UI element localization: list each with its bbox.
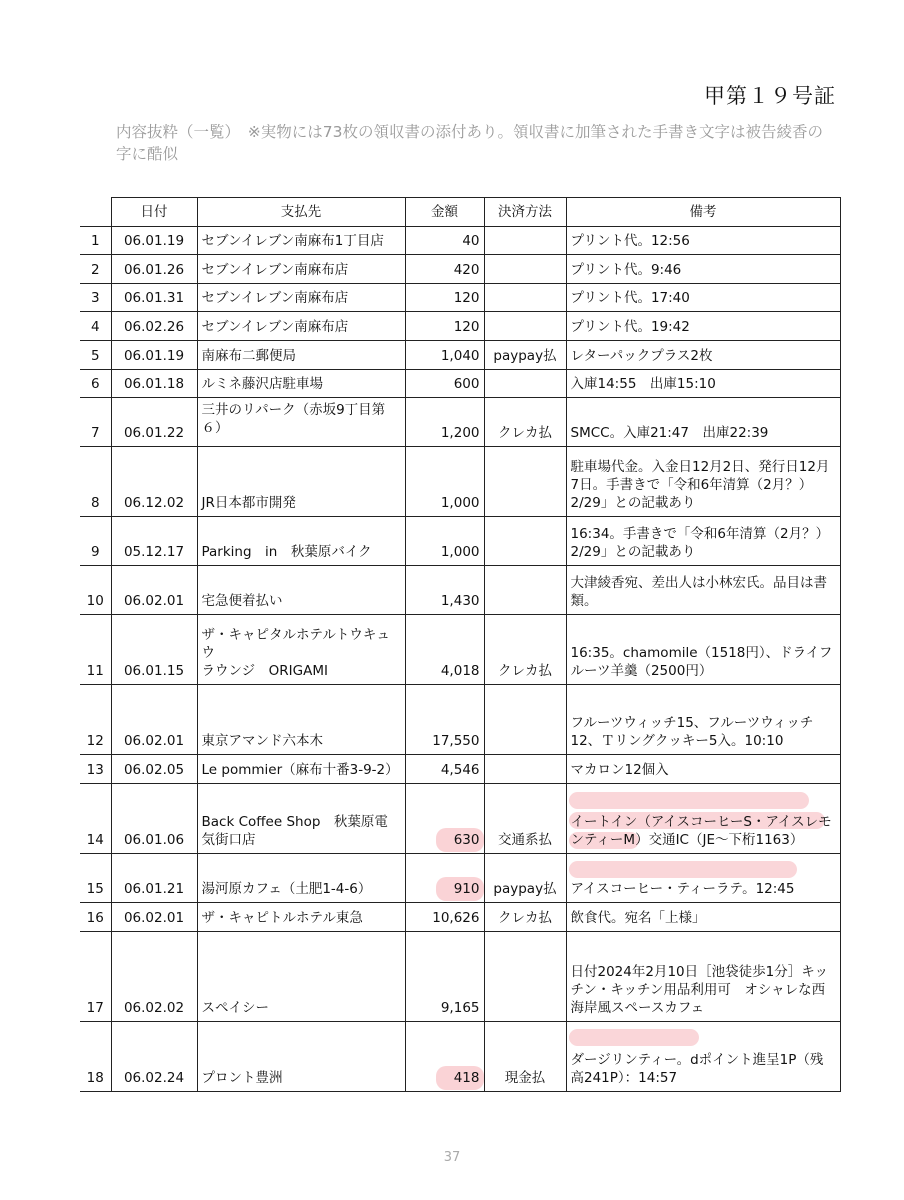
row-method xyxy=(484,755,566,784)
row-method xyxy=(484,370,566,398)
row-remarks: マカロン12個入 xyxy=(566,755,840,784)
row-date: 06.01.18 xyxy=(111,370,197,398)
row-method: paypay払 xyxy=(484,341,566,370)
row-date: 06.01.21 xyxy=(111,854,197,903)
row-method xyxy=(484,312,566,341)
row-remarks xyxy=(566,854,840,903)
row-date: 06.01.19 xyxy=(111,341,197,370)
amount-value: 418 xyxy=(453,1070,480,1086)
header-amount: 金額 xyxy=(405,198,484,227)
row-date: 06.02.02 xyxy=(111,932,197,1022)
row-amount xyxy=(405,854,484,903)
row-number: 1 xyxy=(80,227,111,255)
row-amount: 1,000 xyxy=(405,447,484,517)
row-remarks: プリント代。17:40 xyxy=(566,284,840,312)
row-remarks: 飲食代。宛名「上様」 xyxy=(566,903,840,932)
table-row xyxy=(80,312,840,341)
exhibit-label: 甲第１９号証 xyxy=(704,84,836,108)
row-amount xyxy=(405,784,484,854)
row-number: 15 xyxy=(80,854,111,903)
row-method xyxy=(484,447,566,517)
row-payee: セブンイレブン南麻布1丁目店 xyxy=(197,227,405,255)
row-number: 4 xyxy=(80,312,111,341)
row-number: 7 xyxy=(80,398,111,447)
row-payee: セブンイレブン南麻布店 xyxy=(197,312,405,341)
row-remarks: プリント代。9:46 xyxy=(566,255,840,284)
remark-highlight xyxy=(569,1029,699,1046)
table-row xyxy=(80,685,840,755)
row-date: 06.02.01 xyxy=(111,566,197,615)
row-method xyxy=(484,227,566,255)
row-payee: 湯河原カフェ（土肥1-4-6） xyxy=(197,854,405,903)
header-date: 日付 xyxy=(111,198,197,227)
row-remarks: レターパックプラス2枚 xyxy=(566,341,840,370)
table-row xyxy=(80,615,840,685)
table-header-row xyxy=(80,198,840,227)
row-remarks: 大津綾香宛、差出人は小林宏氏。品目は書類。 xyxy=(566,566,840,615)
row-remarks: 16:34。手書きで「令和6年清算（2月？）2/29」との記載あり xyxy=(566,517,840,566)
row-date: 06.12.02 xyxy=(111,447,197,517)
row-method xyxy=(484,284,566,312)
row-date: 06.02.26 xyxy=(111,312,197,341)
row-amount: 1,430 xyxy=(405,566,484,615)
row-number: 18 xyxy=(80,1022,111,1092)
row-date: 06.01.22 xyxy=(111,398,197,447)
table-row xyxy=(80,903,840,932)
table-row xyxy=(80,284,840,312)
row-payee: セブンイレブン南麻布店 xyxy=(197,255,405,284)
amount-value: 630 xyxy=(453,832,480,848)
row-amount: 4,546 xyxy=(405,755,484,784)
table-row xyxy=(80,447,840,517)
table-row xyxy=(80,227,840,255)
table-row xyxy=(80,932,840,1022)
payee-line: ラウンジ ORIGAMI xyxy=(201,663,328,679)
remark-highlight xyxy=(569,792,809,809)
row-number: 14 xyxy=(80,784,111,854)
remark-text: イートイン（アイスコーヒーS・アイスレモンティーM）交通IC（JE〜下桁1163） xyxy=(570,814,832,848)
row-number: 5 xyxy=(80,341,111,370)
row-amount: 10,626 xyxy=(405,903,484,932)
row-payee: 三井のリパーク（赤坂9丁目第６） xyxy=(197,398,405,447)
row-method: paypay払 xyxy=(484,854,566,903)
row-number: 8 xyxy=(80,447,111,517)
table-row xyxy=(80,255,840,284)
row-date: 05.12.17 xyxy=(111,517,197,566)
row-remarks: プリント代。12:56 xyxy=(566,227,840,255)
row-number: 9 xyxy=(80,517,111,566)
row-remarks: プリント代。19:42 xyxy=(566,312,840,341)
row-remarks: フルーツウィッチ15、フルーツウィッチ12、Ｔリングクッキー5入。10:10 xyxy=(566,685,840,755)
table-row xyxy=(80,517,840,566)
row-amount: 120 xyxy=(405,284,484,312)
row-payee: ルミネ藤沢店駐車場 xyxy=(197,370,405,398)
row-payee: 南麻布二郵便局 xyxy=(197,341,405,370)
row-amount: 1,040 xyxy=(405,341,484,370)
row-payee: JR日本都市開発 xyxy=(197,447,405,517)
row-number: 6 xyxy=(80,370,111,398)
receipt-table xyxy=(80,197,841,1092)
remark-highlight xyxy=(569,861,797,878)
row-amount: 17,550 xyxy=(405,685,484,755)
amount-value: 910 xyxy=(453,881,480,897)
row-method xyxy=(484,932,566,1022)
table-row xyxy=(80,784,840,854)
row-remarks: 入庫14:55 出庫15:10 xyxy=(566,370,840,398)
remark-text: ダージリンティー。dポイント進呈1P（残高241P）：14:57 xyxy=(570,1052,824,1086)
row-method: クレカ払 xyxy=(484,615,566,685)
row-payee: セブンイレブン南麻布店 xyxy=(197,284,405,312)
table-row xyxy=(80,341,840,370)
row-amount: 1,000 xyxy=(405,517,484,566)
row-method xyxy=(484,255,566,284)
summary-note: 内容抜粋（一覧） ※実物には73枚の領収書の添付あり。領収書に加筆された手書き文字は被告綾香の字に酷似 xyxy=(116,123,823,163)
row-amount: 600 xyxy=(405,370,484,398)
table-row xyxy=(80,370,840,398)
row-date: 06.01.31 xyxy=(111,284,197,312)
row-date: 06.01.15 xyxy=(111,615,197,685)
row-method xyxy=(484,566,566,615)
row-date: 06.02.05 xyxy=(111,755,197,784)
row-payee: ザ・キャピトルホテル東急 xyxy=(197,903,405,932)
row-remarks: 16:35。chamomile（1518円）、ドライフルーツ羊羹（2500円） xyxy=(566,615,840,685)
row-method xyxy=(484,517,566,566)
row-number: 3 xyxy=(80,284,111,312)
row-date: 06.01.06 xyxy=(111,784,197,854)
row-remarks: SMCC。入庫21:47 出庫22:39 xyxy=(566,398,840,447)
row-payee: プロント豊洲 xyxy=(197,1022,405,1092)
table-row xyxy=(80,1022,840,1092)
row-method: 現金払 xyxy=(484,1022,566,1092)
row-date: 06.02.24 xyxy=(111,1022,197,1092)
row-amount: 1,200 xyxy=(405,398,484,447)
row-remarks xyxy=(566,1022,840,1092)
row-remarks: 日付2024年2月10日［池袋徒歩1分］キッチン・キッチン用品利用可 オシャレな西海岸風スペースカフェ xyxy=(566,932,840,1022)
row-remarks xyxy=(566,784,840,854)
table-row xyxy=(80,566,840,615)
row-number: 11 xyxy=(80,615,111,685)
row-number: 2 xyxy=(80,255,111,284)
row-date: 06.01.19 xyxy=(111,227,197,255)
row-date: 06.01.26 xyxy=(111,255,197,284)
row-method: 交通系払 xyxy=(484,784,566,854)
row-number: 13 xyxy=(80,755,111,784)
row-amount: 420 xyxy=(405,255,484,284)
row-amount: 9,165 xyxy=(405,932,484,1022)
row-payee: Back Coffee Shop 秋葉原電気街口店 xyxy=(197,784,405,854)
row-payee: Parking in 秋葉原バイク xyxy=(197,517,405,566)
row-method xyxy=(484,685,566,755)
row-payee: Le pommier（麻布十番3-9-2） xyxy=(197,755,405,784)
row-number: 12 xyxy=(80,685,111,755)
page-number: 37 xyxy=(443,1150,461,1165)
row-payee: スペイシー xyxy=(197,932,405,1022)
row-amount: 120 xyxy=(405,312,484,341)
row-payee: 東京アマンド六本木 xyxy=(197,685,405,755)
table-row xyxy=(80,854,840,903)
row-payee: 宅急便着払い xyxy=(197,566,405,615)
row-date: 06.02.01 xyxy=(111,685,197,755)
remark-text: アイスコーヒー・ティーラテ。12:45 xyxy=(570,881,795,897)
row-method: クレカ払 xyxy=(484,398,566,447)
payee-line: ザ・キャピタルホテルトウキュウ xyxy=(201,627,390,661)
table-row xyxy=(80,755,840,784)
header-method: 決済方法 xyxy=(484,198,566,227)
row-remarks: 駐車場代金。入金日12月2日、発行日12月7日。手書きで「令和6年清算（2月？）2/29」との記載あり xyxy=(566,447,840,517)
row-number: 16 xyxy=(80,903,111,932)
row-number: 10 xyxy=(80,566,111,615)
table-row xyxy=(80,398,840,447)
row-number: 17 xyxy=(80,932,111,1022)
row-amount xyxy=(405,1022,484,1092)
header-payee: 支払先 xyxy=(197,198,405,227)
header-remarks: 備考 xyxy=(566,198,840,227)
header-index xyxy=(80,198,111,227)
row-amount: 4,018 xyxy=(405,615,484,685)
row-date: 06.02.01 xyxy=(111,903,197,932)
row-payee xyxy=(197,615,405,685)
row-method: クレカ払 xyxy=(484,903,566,932)
row-amount: 40 xyxy=(405,227,484,255)
